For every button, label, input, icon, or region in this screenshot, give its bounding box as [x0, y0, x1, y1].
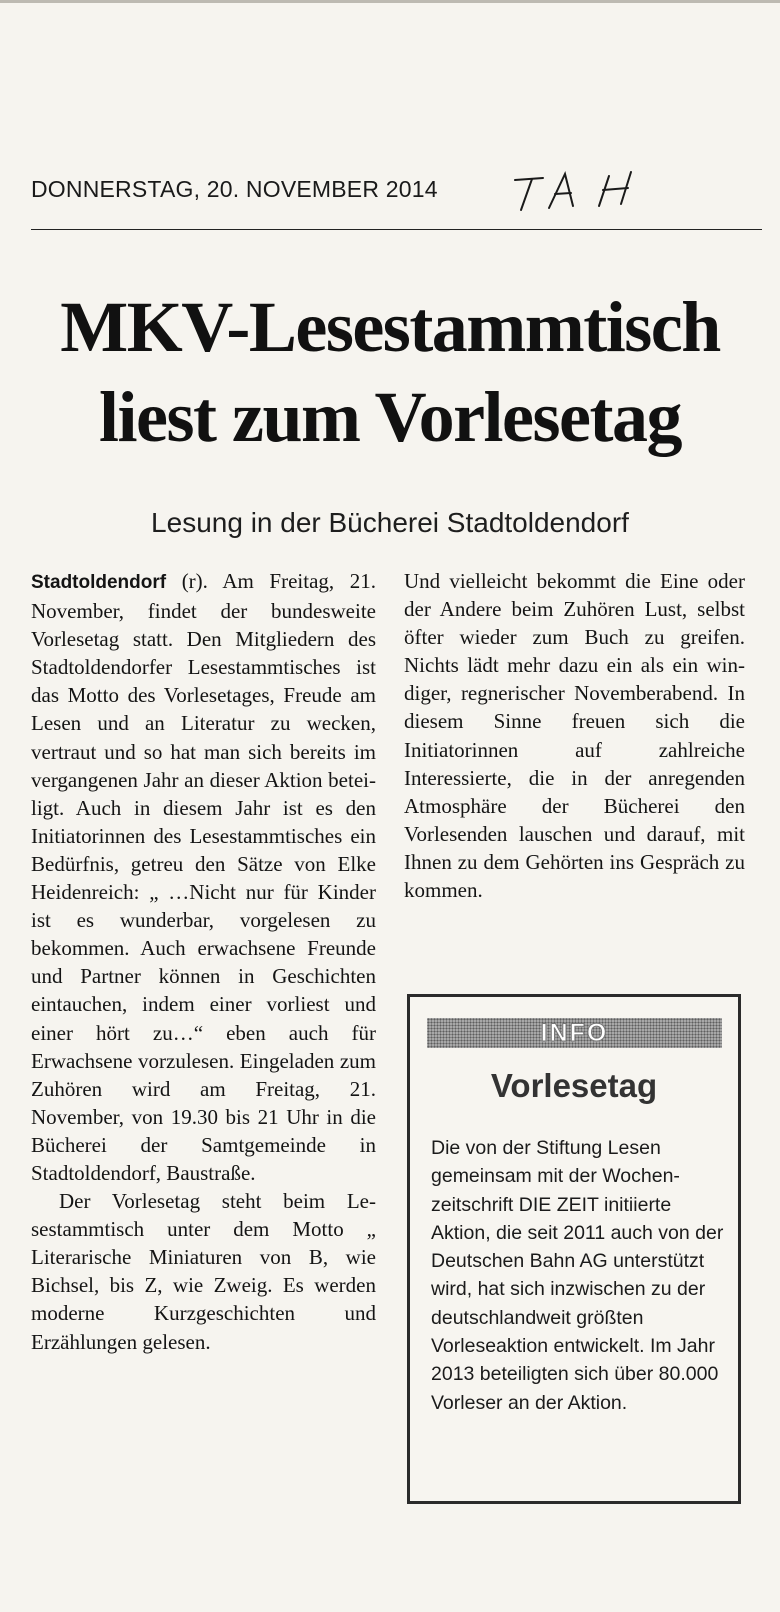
headline-line-1: MKV-Lesestammtisch: [60, 287, 720, 367]
subheadline: Lesung in der Bücherei Stadtoldendorf: [151, 507, 629, 538]
article-paragraph-3: Und vielleicht bekommt die Eine oder der Andere beim Zuhören Lust, selbst öfter wieder zum Buch zu greifen. Nichts lädt mehr dazu ein als ein windiger, regnerischer Novemberabend. In diesem Sinne freuen sich die Initiatorinnen auf zahlreiche Interessierte, die in der anregenden Atmosphäre der Bücherei den Vorlesenden lauschen und darauf, mit Ihnen zu dem Gehörten ins Gespräch zu kommen.: [404, 569, 745, 903]
info-title: Vorlesetag: [490, 1067, 658, 1104]
info-label: INFO: [540, 1019, 609, 1047]
article-paragraph-1: [31, 567, 376, 1187]
article-paragraph-1-text: (r). Am Freitag, 21. November, findet der bundesweite Vorlesetag statt. Den Mitgliedern des Stadtoldendorfer Lesestammtisches ist das Motto des Vorlesetages, Freude am Lesen und an Literatur zu wecken, vertraut und so hat man sich bereits im vergangenen Jahr an dieser Aktion beteiligt. Auch in diesem Jahr ist es den Initiatorinnen des Lesestammtisches ein Bedürfnis, getreu den Sätze von Elke Heidenreich: „ …Nicht nur für Kinder ist es wunderbar, vorgelesen zu bekommen. Auch erwachsene Freunde und Partner können in Geschichten eintauchen, indem einer vorliest und einer hört zu…“ eben auch für Erwachsene vorzulesen. Eingeladen zum Zuhören wird am Freitag, 21. November, von 19.30 bis 21 Uhr in die Bücherei der Samtgemeinde in Stadtoldendorf, Baustraße.: [31, 569, 376, 1185]
info-text: Die von der Stiftung Lesen gemeinsam mit der Wochenzeitschrift DIE ZEIT initiierte Aktion, die seit 2011 auch von der Deutschen Bahn AG unterstützt wird, hat sich inzwischen zu der deutschlandweit größten Vorleseaktion entwickelt. Im Jahr 2013 beteiligten sich über 80.000 Vorleser an der Aktion.: [431, 1137, 724, 1414]
handwritten-tah-signature: [513, 166, 663, 216]
info-box: [407, 994, 741, 1504]
info-label-bar: [427, 1018, 722, 1048]
article-dateline: Stadtoldendorf: [31, 572, 167, 593]
newspaper-date: DONNERSTAG, 20. NOVEMBER 2014: [31, 176, 438, 202]
headline: [0, 282, 780, 462]
headline-line-2: liest zum Vorlesetag: [99, 377, 681, 457]
page-top-border: [0, 0, 780, 3]
header-rule: [31, 229, 762, 230]
article-paragraph-2: Der Vorlesetag steht beim Lesestammtisch unter dem Motto „ Literarische Miniaturen von B, wie Bichsel, bis Z, wie Zweig. Es werden moderne Kurzgeschichten und Erzählungen gelesen.: [31, 1189, 376, 1354]
article-column-right: [404, 567, 745, 904]
article-column-left: [31, 567, 376, 1356]
